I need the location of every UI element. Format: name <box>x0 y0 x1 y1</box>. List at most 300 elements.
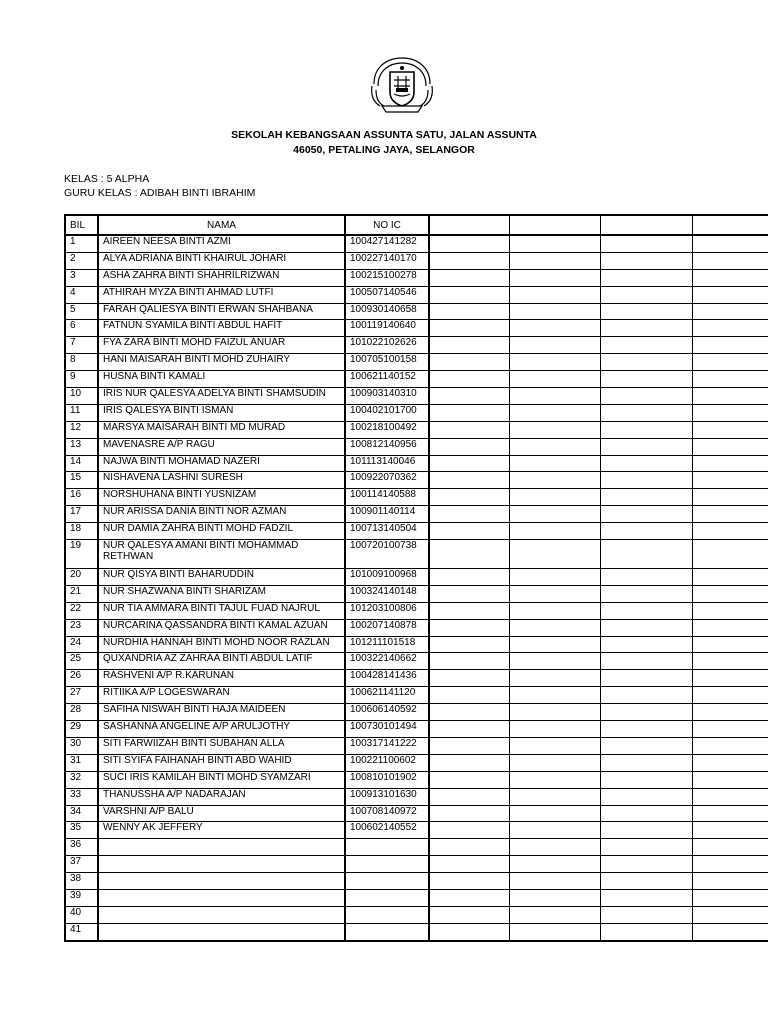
row-blank-1 <box>429 569 510 586</box>
row-bil: 26 <box>65 670 98 687</box>
row-nama: HUSNA BINTI KAMALI <box>98 371 345 388</box>
row-blank-2 <box>510 822 601 839</box>
row-blank-3 <box>601 569 693 586</box>
header-blank-2 <box>510 215 601 235</box>
row-nama: RASHVENI A/P R.KARUNAN <box>98 670 345 687</box>
header-blank-1 <box>429 215 510 235</box>
row-no-ic: 100119140640 <box>345 320 429 337</box>
row-no-ic: 100114140588 <box>345 489 429 506</box>
row-no-ic: 100812140956 <box>345 438 429 455</box>
row-bil: 3 <box>65 269 98 286</box>
row-blank-3 <box>601 771 693 788</box>
row-blank-3 <box>601 873 693 890</box>
row-blank-2 <box>510 404 601 421</box>
row-bil: 5 <box>65 303 98 320</box>
table-row <box>65 704 768 721</box>
row-blank-2 <box>510 839 601 856</box>
row-nama: NURCARINA QASSANDRA BINTI KAMAL AZUAN <box>98 619 345 636</box>
row-nama: NUR QISYA BINTI BAHARUDDIN <box>98 569 345 586</box>
row-bil: 9 <box>65 371 98 388</box>
row-blank-4 <box>693 873 768 890</box>
row-blank-1 <box>429 252 510 269</box>
row-blank-1 <box>429 737 510 754</box>
row-no-ic: 100215100278 <box>345 269 429 286</box>
row-nama <box>98 873 345 890</box>
row-blank-2 <box>510 286 601 303</box>
row-blank-4 <box>693 585 768 602</box>
row-blank-3 <box>601 906 693 923</box>
row-no-ic: 100227140170 <box>345 252 429 269</box>
row-blank-3 <box>601 523 693 540</box>
row-bil: 33 <box>65 788 98 805</box>
row-no-ic <box>345 906 429 923</box>
table-row <box>65 421 768 438</box>
row-nama <box>98 839 345 856</box>
row-blank-4 <box>693 653 768 670</box>
row-nama <box>98 889 345 906</box>
row-blank-1 <box>429 371 510 388</box>
table-row <box>65 737 768 754</box>
table-header-row <box>65 215 768 235</box>
row-blank-2 <box>510 906 601 923</box>
row-blank-2 <box>510 489 601 506</box>
row-no-ic: 100606140592 <box>345 704 429 721</box>
table-row <box>65 687 768 704</box>
row-blank-1 <box>429 670 510 687</box>
row-nama: NUR TIA AMMARA BINTI TAJUL FUAD NAJRUL <box>98 602 345 619</box>
row-no-ic: 101022102626 <box>345 337 429 354</box>
row-nama <box>98 856 345 873</box>
row-bil: 19 <box>65 540 98 569</box>
row-no-ic <box>345 873 429 890</box>
row-blank-1 <box>429 269 510 286</box>
row-blank-1 <box>429 404 510 421</box>
row-blank-2 <box>510 889 601 906</box>
row-blank-3 <box>601 721 693 738</box>
row-blank-2 <box>510 320 601 337</box>
row-no-ic: 100507140546 <box>345 286 429 303</box>
row-blank-1 <box>429 754 510 771</box>
row-blank-1 <box>429 585 510 602</box>
table-row <box>65 839 768 856</box>
row-blank-3 <box>601 822 693 839</box>
row-blank-3 <box>601 653 693 670</box>
row-blank-2 <box>510 388 601 405</box>
row-blank-2 <box>510 472 601 489</box>
header-blank-3 <box>601 215 693 235</box>
table-row <box>65 602 768 619</box>
row-nama: SAFIHA NISWAH BINTI HAJA MAIDEEN <box>98 704 345 721</box>
row-blank-1 <box>429 788 510 805</box>
row-no-ic: 100913101630 <box>345 788 429 805</box>
row-blank-4 <box>693 303 768 320</box>
row-nama: NAJWA BINTI MOHAMAD NAZERI <box>98 455 345 472</box>
row-bil: 36 <box>65 839 98 856</box>
row-bil: 20 <box>65 569 98 586</box>
row-blank-3 <box>601 404 693 421</box>
row-nama: NUR ARISSA DANIA BINTI NOR AZMAN <box>98 506 345 523</box>
row-nama: VARSHNI A/P BALU <box>98 805 345 822</box>
row-blank-4 <box>693 619 768 636</box>
row-bil: 23 <box>65 619 98 636</box>
row-blank-4 <box>693 721 768 738</box>
row-bil: 30 <box>65 737 98 754</box>
row-no-ic: 100218100492 <box>345 421 429 438</box>
row-no-ic: 100402101700 <box>345 404 429 421</box>
row-blank-3 <box>601 371 693 388</box>
row-bil: 35 <box>65 822 98 839</box>
row-nama: IRIS NUR QALESYA ADELYA BINTI SHAMSUDIN <box>98 388 345 405</box>
row-blank-1 <box>429 388 510 405</box>
header-nama: NAMA <box>98 215 345 235</box>
row-no-ic: 100324140148 <box>345 585 429 602</box>
row-blank-3 <box>601 670 693 687</box>
row-blank-3 <box>601 455 693 472</box>
row-blank-3 <box>601 303 693 320</box>
row-nama: WENNY AK JEFFERY <box>98 822 345 839</box>
table-row <box>65 438 768 455</box>
row-blank-3 <box>601 737 693 754</box>
row-no-ic: 100810101902 <box>345 771 429 788</box>
row-blank-4 <box>693 754 768 771</box>
row-nama <box>98 923 345 940</box>
row-bil: 1 <box>65 235 98 252</box>
table-row <box>65 371 768 388</box>
row-nama: NORSHUHANA BINTI YUSNIZAM <box>98 489 345 506</box>
row-blank-4 <box>693 438 768 455</box>
row-blank-2 <box>510 569 601 586</box>
row-blank-2 <box>510 653 601 670</box>
row-blank-3 <box>601 540 693 569</box>
row-blank-1 <box>429 771 510 788</box>
row-nama: SUCI IRIS KAMILAH BINTI MOHD SYAMZARI <box>98 771 345 788</box>
row-blank-1 <box>429 721 510 738</box>
row-blank-2 <box>510 754 601 771</box>
table-row <box>65 303 768 320</box>
row-blank-2 <box>510 252 601 269</box>
row-nama <box>98 906 345 923</box>
row-blank-3 <box>601 489 693 506</box>
row-blank-2 <box>510 636 601 653</box>
row-blank-2 <box>510 303 601 320</box>
row-blank-4 <box>693 889 768 906</box>
row-blank-4 <box>693 788 768 805</box>
row-blank-4 <box>693 286 768 303</box>
header-blank-4 <box>693 215 768 235</box>
row-no-ic: 100621140152 <box>345 371 429 388</box>
row-blank-4 <box>693 388 768 405</box>
row-blank-4 <box>693 404 768 421</box>
row-blank-2 <box>510 523 601 540</box>
row-nama: IRIS QALESYA BINTI ISMAN <box>98 404 345 421</box>
row-no-ic: 101203100806 <box>345 602 429 619</box>
table-row <box>65 472 768 489</box>
row-blank-3 <box>601 788 693 805</box>
row-nama: RITIIKA A/P LOGESWARAN <box>98 687 345 704</box>
row-bil: 24 <box>65 636 98 653</box>
row-blank-4 <box>693 371 768 388</box>
row-bil: 2 <box>65 252 98 269</box>
table-row <box>65 822 768 839</box>
row-blank-1 <box>429 873 510 890</box>
table-row <box>65 523 768 540</box>
row-blank-3 <box>601 619 693 636</box>
row-bil: 4 <box>65 286 98 303</box>
row-nama: AIREEN NEESA BINTI AZMI <box>98 235 345 252</box>
row-blank-2 <box>510 670 601 687</box>
row-no-ic: 101009100968 <box>345 569 429 586</box>
row-nama: MARSYA MAISARAH BINTI MD MURAD <box>98 421 345 438</box>
row-bil: 22 <box>65 602 98 619</box>
row-nama: NUR QALESYA AMANI BINTI MOHAMMAD RETHWAN <box>98 540 345 569</box>
row-blank-1 <box>429 337 510 354</box>
row-bil: 29 <box>65 721 98 738</box>
row-no-ic: 100901140114 <box>345 506 429 523</box>
row-no-ic: 100317141222 <box>345 737 429 754</box>
table-row <box>65 923 768 940</box>
table-row <box>65 653 768 670</box>
table-row <box>65 754 768 771</box>
row-bil: 21 <box>65 585 98 602</box>
row-blank-2 <box>510 506 601 523</box>
row-no-ic: 100713140504 <box>345 523 429 540</box>
row-bil: 31 <box>65 754 98 771</box>
row-blank-2 <box>510 269 601 286</box>
row-blank-3 <box>601 252 693 269</box>
row-blank-2 <box>510 602 601 619</box>
row-blank-3 <box>601 805 693 822</box>
row-blank-4 <box>693 856 768 873</box>
table-row <box>65 320 768 337</box>
row-blank-3 <box>601 687 693 704</box>
row-blank-2 <box>510 438 601 455</box>
row-blank-1 <box>429 822 510 839</box>
row-blank-1 <box>429 506 510 523</box>
row-blank-3 <box>601 235 693 252</box>
table-row <box>65 337 768 354</box>
row-blank-2 <box>510 805 601 822</box>
row-blank-1 <box>429 303 510 320</box>
row-nama: FATNUN SYAMILA BINTI ABDUL HAFIT <box>98 320 345 337</box>
row-blank-1 <box>429 636 510 653</box>
row-blank-2 <box>510 540 601 569</box>
row-no-ic: 100922070362 <box>345 472 429 489</box>
row-blank-3 <box>601 839 693 856</box>
row-nama: NUR SHAZWANA BINTI SHARIZAM <box>98 585 345 602</box>
row-blank-4 <box>693 906 768 923</box>
row-blank-4 <box>693 839 768 856</box>
row-bil: 13 <box>65 438 98 455</box>
row-nama: SASHANNA ANGELINE A/P ARULJOTHY <box>98 721 345 738</box>
row-blank-4 <box>693 455 768 472</box>
row-nama: SITI FARWIIZAH BINTI SUBAHAN ALLA <box>98 737 345 754</box>
table-row <box>65 889 768 906</box>
row-blank-2 <box>510 687 601 704</box>
table-row <box>65 506 768 523</box>
row-blank-1 <box>429 235 510 252</box>
row-blank-1 <box>429 653 510 670</box>
row-blank-4 <box>693 252 768 269</box>
row-no-ic: 100621141120 <box>345 687 429 704</box>
school-name: SEKOLAH KEBANGSAAN ASSUNTA SATU, JALAN ASSUNTA <box>231 129 537 141</box>
row-no-ic <box>345 923 429 940</box>
student-roster-table <box>64 214 768 942</box>
row-no-ic <box>345 856 429 873</box>
row-bil: 8 <box>65 354 98 371</box>
row-blank-2 <box>510 737 601 754</box>
row-blank-1 <box>429 619 510 636</box>
row-bil: 25 <box>65 653 98 670</box>
row-no-ic: 100322140662 <box>345 653 429 670</box>
row-blank-3 <box>601 754 693 771</box>
row-blank-4 <box>693 737 768 754</box>
row-blank-4 <box>693 337 768 354</box>
row-nama: SITI SYIFA FAIHANAH BINTI ABD WAHID <box>98 754 345 771</box>
row-no-ic: 100708140972 <box>345 805 429 822</box>
row-blank-1 <box>429 923 510 940</box>
row-blank-1 <box>429 704 510 721</box>
row-blank-3 <box>601 506 693 523</box>
row-blank-3 <box>601 320 693 337</box>
row-no-ic: 100730101494 <box>345 721 429 738</box>
row-nama: NURDHIA HANNAH BINTI MOHD NOOR RAZLAN <box>98 636 345 653</box>
row-blank-3 <box>601 856 693 873</box>
row-blank-2 <box>510 371 601 388</box>
row-blank-4 <box>693 489 768 506</box>
row-bil: 40 <box>65 906 98 923</box>
table-row <box>65 354 768 371</box>
row-no-ic <box>345 889 429 906</box>
row-nama: FARAH QALIESYA BINTI ERWAN SHAHBANA <box>98 303 345 320</box>
row-blank-4 <box>693 421 768 438</box>
row-blank-3 <box>601 421 693 438</box>
row-blank-3 <box>601 889 693 906</box>
table-row <box>65 670 768 687</box>
row-blank-3 <box>601 704 693 721</box>
row-bil: 10 <box>65 388 98 405</box>
row-blank-1 <box>429 889 510 906</box>
row-blank-1 <box>429 455 510 472</box>
row-blank-2 <box>510 721 601 738</box>
row-blank-4 <box>693 822 768 839</box>
row-no-ic: 100705100158 <box>345 354 429 371</box>
row-blank-3 <box>601 438 693 455</box>
row-blank-2 <box>510 235 601 252</box>
table-row <box>65 856 768 873</box>
row-blank-2 <box>510 619 601 636</box>
row-no-ic <box>345 839 429 856</box>
row-bil: 15 <box>65 472 98 489</box>
table-row <box>65 489 768 506</box>
row-bil: 16 <box>65 489 98 506</box>
row-nama: QUXANDRIA AZ ZAHRAA BINTI ABDUL LATIF <box>98 653 345 670</box>
row-no-ic: 101211101518 <box>345 636 429 653</box>
row-nama: ALYA ADRIANA BINTI KHAIRUL JOHARI <box>98 252 345 269</box>
row-blank-2 <box>510 923 601 940</box>
row-blank-4 <box>693 805 768 822</box>
table-row <box>65 873 768 890</box>
row-bil: 41 <box>65 923 98 940</box>
row-blank-3 <box>601 472 693 489</box>
row-nama: ATHIRAH MYZA BINTI AHMAD LUTFI <box>98 286 345 303</box>
row-blank-3 <box>601 602 693 619</box>
row-blank-2 <box>510 585 601 602</box>
row-blank-4 <box>693 704 768 721</box>
row-blank-1 <box>429 286 510 303</box>
table-row <box>65 788 768 805</box>
row-blank-4 <box>693 472 768 489</box>
row-blank-1 <box>429 602 510 619</box>
row-bil: 14 <box>65 455 98 472</box>
header-no-ic: NO IC <box>345 215 429 235</box>
row-blank-1 <box>429 489 510 506</box>
row-blank-3 <box>601 636 693 653</box>
row-nama: FYA ZARA BINTI MOHD FAIZUL ANUAR <box>98 337 345 354</box>
row-no-ic: 100930140658 <box>345 303 429 320</box>
row-blank-2 <box>510 337 601 354</box>
row-blank-4 <box>693 602 768 619</box>
row-blank-2 <box>510 455 601 472</box>
row-blank-4 <box>693 320 768 337</box>
row-blank-1 <box>429 320 510 337</box>
row-blank-3 <box>601 337 693 354</box>
row-no-ic: 101113140046 <box>345 455 429 472</box>
row-blank-1 <box>429 523 510 540</box>
row-blank-4 <box>693 923 768 940</box>
row-blank-4 <box>693 771 768 788</box>
class-label: KELAS : 5 ALPHA <box>64 173 150 185</box>
row-blank-2 <box>510 704 601 721</box>
table-row <box>65 252 768 269</box>
row-bil: 27 <box>65 687 98 704</box>
row-blank-3 <box>601 585 693 602</box>
row-no-ic: 100903140310 <box>345 388 429 405</box>
table-row <box>65 235 768 252</box>
school-crest-icon <box>368 50 436 118</box>
row-bil: 37 <box>65 856 98 873</box>
table-row <box>65 269 768 286</box>
table-row <box>65 404 768 421</box>
row-nama: ASHA ZAHRA BINTI SHAHRILRIZWAN <box>98 269 345 286</box>
row-nama: THANUSSHA A/P NADARAJAN <box>98 788 345 805</box>
row-blank-4 <box>693 506 768 523</box>
table-row <box>65 721 768 738</box>
table-row <box>65 585 768 602</box>
table-row <box>65 455 768 472</box>
row-nama: HANI MAISARAH BINTI MOHD ZUHAIRY <box>98 354 345 371</box>
table-row <box>65 569 768 586</box>
row-nama: NUR DAMIA ZAHRA BINTI MOHD FADZIL <box>98 523 345 540</box>
row-bil: 34 <box>65 805 98 822</box>
row-blank-1 <box>429 687 510 704</box>
row-bil: 7 <box>65 337 98 354</box>
row-blank-2 <box>510 421 601 438</box>
row-blank-1 <box>429 354 510 371</box>
row-blank-1 <box>429 805 510 822</box>
header-bil: BIL <box>65 215 98 235</box>
row-blank-1 <box>429 421 510 438</box>
row-blank-2 <box>510 873 601 890</box>
row-bil: 18 <box>65 523 98 540</box>
row-bil: 38 <box>65 873 98 890</box>
row-no-ic: 100720100738 <box>345 540 429 569</box>
row-bil: 11 <box>65 404 98 421</box>
row-blank-3 <box>601 923 693 940</box>
row-blank-4 <box>693 687 768 704</box>
table-row <box>65 805 768 822</box>
row-blank-3 <box>601 286 693 303</box>
row-blank-4 <box>693 354 768 371</box>
